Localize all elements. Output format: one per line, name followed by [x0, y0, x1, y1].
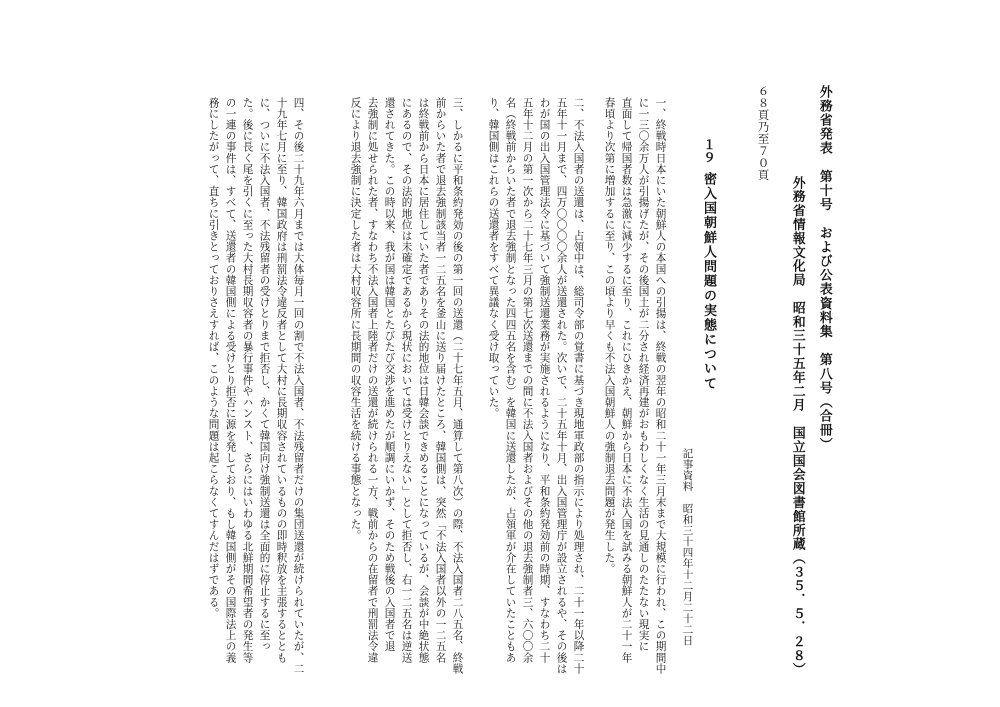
article-number: １９: [701, 138, 717, 164]
body-line: 五年十二月の第一次から二十七年三月の第七次送還までの間に不法入国者およびその他の退去強制者三、六〇〇余: [521, 97, 534, 664]
article-source: 記事資料 昭和三十四年十二月二十二日: [681, 448, 694, 646]
body-line: に一三〇余万人が引揚げたが、その後国土が二分され経済再建がおもわしくなく生活の見通しのたたない現実に: [637, 97, 650, 652]
body-line: 前からいた者で退去強制該当者一二五名を釜山に送り届けたところ、韓国側は、突然「不法入国者以外の一二五名: [434, 97, 447, 664]
body-line: 五年十一月まで、四万〇〇〇〇余人が送還された。次いで、二十五年十月、出入国管理庁が設立されるや、その後は: [555, 97, 568, 675]
body-line: は終戦前から日本に居住していた者でありその法的地位は日韓会談できめることになっているが、会談が中絶状態: [417, 97, 430, 664]
body-line: にあるので、その法的地位は未確定であるから現状においては受けとりえない」として拒否し、右一二五名は逆送: [400, 97, 413, 664]
body-line: 反により退去強制に決定した者は大村収容所に長期間の収容生活を続ける事態となった。: [349, 97, 362, 541]
article-title: 密入国朝鮮人問題の実態について: [701, 172, 716, 391]
body-line: 十九年七月に至り、韓国政府は刑罰法令違反者として大村に長期収容されているものの即時釈放を主張するととも: [275, 97, 288, 664]
body-line: た。後に長く尾を引くに至った大村長期収容者の暴行事件やハンスト、さらにはいわゆる北鮮期間希望者の発生等: [241, 97, 254, 664]
document-series-title: 外務省発表 第十号 および公表資料集 第八号（合冊）: [816, 85, 832, 452]
publisher-line: 外務省情報文化局 昭和三十五年二月 国立国会図書館所蔵（３５．５．２８）: [789, 176, 805, 677]
body-line: り、韓国側はこれらの送還者をすべて異議なく受け取っていた。: [487, 97, 500, 419]
body-line: の一連の事件は、すべて、送還者の韓国側による受けとり拒否に源を発しており、もし韓国側がその国際法上の義: [224, 97, 237, 664]
body-line: 四、その後二十九年六月までは大体毎月一回の割で不法入国者、不法残留者だけの集団送還が続けられていたが、二: [292, 97, 305, 675]
body-line: 直面して帰国者数は急激に減少するに至り、これにひきかえ、朝鮮から日本に不法入国を試みる朝鮮人が二十一年: [620, 97, 633, 664]
body-line: 去強制に処せられた者、すなわち不法入国者上陸者だけの送還が続けられる一方、戦前からの在留者で刑罰法令違: [366, 97, 379, 664]
body-line: 二、不法入国者の送還は、占領中は、総司令部の覚書に基づき現地軍政部の指示により処理され、二十一年以降二十: [572, 97, 585, 675]
body-line: 還されてきた。この時以来、我が国は韓国とたびたび交渉を進めたが順調にいかず、そのため戦後の入国者で退: [383, 97, 396, 652]
page-range: ６８頁乃至７０頁: [756, 85, 771, 181]
body-line: わが国の出入国管理法令に基づいて強制送還業務が実施されるようになり、平和条約発効前の時期、すなわち二十: [538, 97, 551, 664]
body-line: に、ついに不法入国者、不法残留者の受けとりまで拒否し、かくて韓国向け強制送還は全面的に停止するに至っ: [258, 97, 271, 652]
body-line: 春頃より次第に増加するに至り、この頃より早くも不法入国朝鮮人の強制退去問題が発生した。: [603, 97, 616, 575]
body-line: 三、しかるに平和条約発効の後の第一回の送還（二十七年五月、通算して第八次）の際、不法入国者二八五名、終戦: [451, 97, 464, 675]
body-line: 務にしたがって、直ちに引きとっておりさえすれば、このような問題は起こらなくてすんだはずである。: [207, 97, 220, 619]
body-line: 名（終戦前からいた者で退去強制となった四四五名を含む）を韓国に送還したが、占領軍が介在していたこともあ: [504, 97, 517, 664]
body-line: 一、終戦時日本にいた朝鮮人の本国への引揚は、終戦の翌年の昭和二十一年三月末まで大規模に行われ、この期間中: [654, 97, 667, 675]
